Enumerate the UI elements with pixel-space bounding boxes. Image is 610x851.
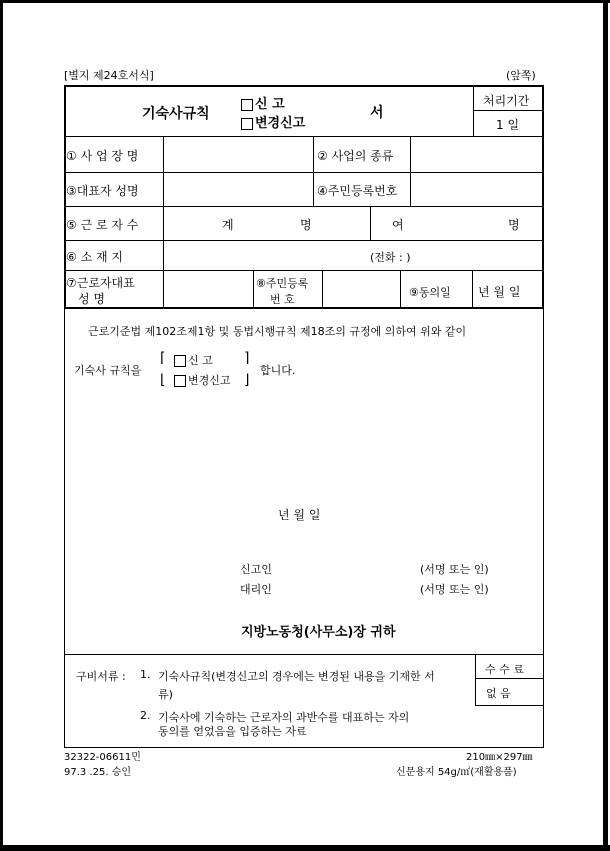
worker-female-label: 여 bbox=[392, 218, 404, 232]
worker-rep-label-line2: 성 명 bbox=[78, 292, 105, 306]
choice-report: 신 고 bbox=[174, 352, 213, 368]
rep-id-label-line1: ⑧주민등록 bbox=[256, 277, 309, 290]
body-border-right bbox=[543, 307, 544, 654]
agent-signature[interactable]: (서명 또는 인) bbox=[420, 583, 489, 596]
paper-type: 신문용지 54g/㎡(재활용품) bbox=[396, 767, 517, 778]
representative-label: ③대표자 성명 bbox=[66, 184, 139, 198]
title-suffix: 서 bbox=[370, 105, 384, 121]
title-option-change: 변경신고 bbox=[241, 112, 305, 131]
row-line-1 bbox=[64, 136, 544, 137]
processing-divider bbox=[473, 110, 543, 111]
approval-date: 97.3 .25. 승인 bbox=[64, 767, 132, 778]
addressee: 지방노동청(사무소)장 귀하 bbox=[241, 625, 396, 640]
checkbox-icon bbox=[241, 99, 253, 111]
agent-label: 대리인 bbox=[240, 583, 272, 596]
col-line-right bbox=[410, 136, 411, 206]
title-prefix: 기숙사규칙 bbox=[142, 106, 210, 122]
reporter-label: 신고인 bbox=[240, 563, 272, 576]
form-border-right bbox=[542, 85, 544, 307]
row-line-4 bbox=[64, 240, 544, 241]
checkbox-icon bbox=[174, 375, 186, 387]
docs-border-right bbox=[543, 654, 544, 747]
phone-field[interactable]: (전화 : ) bbox=[370, 251, 411, 264]
worker-total-label: 계 bbox=[222, 218, 234, 232]
rule-suffix: 합니다. bbox=[260, 364, 296, 377]
col-line-mid bbox=[313, 136, 314, 206]
bracket-right-bottom: ⌋ bbox=[244, 372, 250, 388]
row-line-2 bbox=[64, 172, 544, 173]
worker-female-unit: 명 bbox=[508, 218, 520, 232]
form-border-top bbox=[64, 85, 544, 87]
consent-date-field[interactable]: 년 월 일 bbox=[478, 285, 521, 299]
rep-id-label-line2: 번 호 bbox=[270, 293, 295, 306]
form-code: 32322-06611민 bbox=[64, 752, 141, 763]
doc1-number: 1. bbox=[140, 668, 151, 681]
col-line-count bbox=[370, 206, 371, 240]
docs-border-left bbox=[64, 654, 65, 747]
form-reference: [별지 제24호서식] bbox=[64, 69, 154, 82]
title-option-report: 신 고 bbox=[241, 93, 285, 112]
col-line-consent bbox=[400, 270, 401, 307]
doc2-number: 2. bbox=[140, 709, 151, 722]
body-border-left bbox=[64, 307, 65, 654]
doc2-line1: 기숙사에 기숙하는 근로자의 과반수를 대표하는 자의 bbox=[158, 711, 410, 724]
worker-total-unit: 명 bbox=[300, 218, 312, 232]
fee-divider-h bbox=[475, 678, 543, 679]
business-type-label: ② 사업의 종류 bbox=[317, 149, 394, 163]
statement-text: 근로기준법 제102조제1항 및 동법시행규칙 제18조의 규정에 의하여 위와 같이 bbox=[88, 325, 467, 338]
row-line-6 bbox=[64, 307, 544, 309]
page-frame-top bbox=[0, 0, 610, 3]
fee-divider-v bbox=[475, 654, 476, 705]
bracket-right: ⌉ bbox=[244, 350, 250, 366]
processing-label: 처리기간 bbox=[483, 94, 530, 108]
processing-value: 1 일 bbox=[496, 118, 520, 132]
fee-divider-bottom bbox=[475, 705, 543, 706]
paper-size: 210㎜×297㎜ bbox=[466, 752, 533, 763]
page-frame-bottom bbox=[0, 845, 610, 851]
col-line-id bbox=[253, 270, 254, 307]
checkbox-icon bbox=[174, 355, 186, 367]
docs-label: 구비서류 : bbox=[76, 670, 126, 683]
bracket-left-bottom: ⌊ bbox=[160, 372, 166, 388]
fee-value: 없 음 bbox=[486, 687, 511, 700]
rule-prefix: 기숙사 규칙을 bbox=[74, 364, 142, 377]
page-frame-left bbox=[0, 0, 3, 851]
fee-label: 수 수 료 bbox=[485, 663, 524, 676]
row-line-3 bbox=[64, 206, 544, 207]
worker-count-label: ⑤ 근 로 자 수 bbox=[66, 218, 139, 232]
business-name-label: ① 사 업 장 명 bbox=[66, 149, 139, 163]
title-divider bbox=[473, 86, 474, 136]
doc2-line2: 동의를 얻었음을 입증하는 자료 bbox=[158, 725, 307, 738]
consent-date-label: ⑨동의일 bbox=[409, 286, 451, 299]
choice-change: 변경신고 bbox=[174, 372, 231, 388]
bracket-left: ⌈ bbox=[160, 350, 166, 366]
checkbox-icon bbox=[241, 118, 253, 130]
resident-number-label: ④주민등록번호 bbox=[317, 184, 398, 198]
page-frame-right bbox=[603, 0, 608, 851]
docs-top-line bbox=[64, 654, 544, 655]
location-label: ⑥ 소 재 지 bbox=[66, 250, 123, 264]
col-line-date bbox=[472, 270, 473, 307]
col-line-label bbox=[163, 136, 164, 307]
reporter-signature[interactable]: (서명 또는 인) bbox=[420, 563, 489, 576]
col-line-id-value bbox=[322, 270, 323, 307]
doc1-line1: 기숙사규칙(변경신고의 경우에는 변경된 내용을 기재한 서 bbox=[158, 670, 435, 683]
worker-rep-label-line1: ⑦근로자대표 bbox=[66, 276, 135, 290]
side-label: (앞쪽) bbox=[506, 69, 536, 82]
doc1-line2: 류) bbox=[158, 688, 173, 701]
report-date[interactable]: 년 월 일 bbox=[278, 508, 321, 522]
